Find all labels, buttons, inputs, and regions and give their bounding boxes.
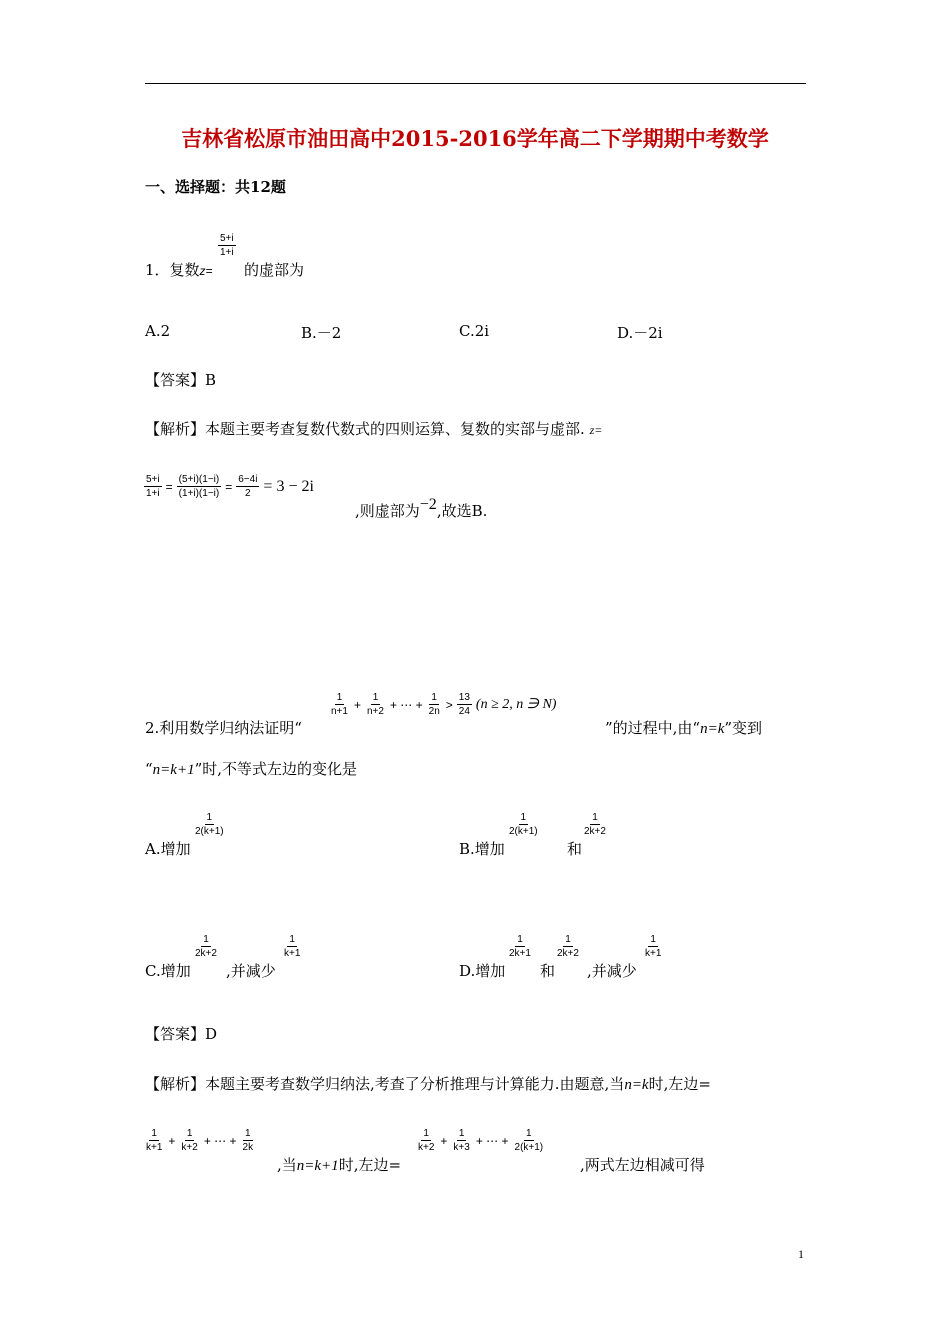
q2-t2-num: 1 <box>372 692 379 703</box>
q2-option-b: B.增加 <box>459 840 505 858</box>
q1-f3-num: 6−4i <box>238 474 258 485</box>
q2-nk: n=k <box>700 721 725 737</box>
q2-b1-num: 1 <box>520 812 527 823</box>
q1-option-d: D.－2i <box>617 324 663 342</box>
q2-option-d-frac1 <box>507 934 533 959</box>
q2-mid: ”的过程中,由“ <box>605 719 701 737</box>
q2-inequality: $\frac{1}{n+1}$ + $\frac{1}{n+2}$ + ⋯ + $\frac{1}{2n}$ > $\frac{13}{24}$ (n ≥ 2, n ∋ N) <box>331 692 557 717</box>
q2-s1a-num: 1 <box>151 1128 157 1139</box>
q2-a-num: 1 <box>206 812 213 823</box>
q2-c2-den: k+1 <box>284 948 301 959</box>
section-heading: 一、选择题：共12题 <box>145 178 286 196</box>
q1-f1-den: 1+i <box>146 488 160 499</box>
q2-b1-den: 2(k+1) <box>509 826 538 837</box>
q2-analysis-b: 时,左边= <box>648 1075 711 1093</box>
q2-sum2: $\frac{1}{k+2}$ + $\frac{1}{k+3}$ + ⋯ + $\frac{1}{2(k+1)}$ <box>418 1128 544 1153</box>
q2-option-c-frac2 <box>282 934 302 959</box>
q1-analysis-z: z= <box>589 423 603 437</box>
q2-prefix: 2.利用数学归纳法证明“ <box>145 719 302 737</box>
q1-tail-a: ,则虚部为 <box>355 502 420 520</box>
q2-rhs-num: 13 <box>458 692 470 703</box>
q2-d3-den: k+1 <box>645 948 662 959</box>
q2-analysis-nk: n=k <box>624 1077 649 1093</box>
q1-z: z= <box>199 264 213 278</box>
q1-f3-den: 2 <box>245 488 251 499</box>
q2-line-b: 时,左边= <box>338 1156 402 1174</box>
q2-s1a-den: k+1 <box>146 1142 163 1153</box>
q2-option-c: C.增加 <box>145 962 191 980</box>
q1-tail-val: −2 <box>419 496 437 513</box>
q1-prefix: 1．复数 <box>145 261 200 279</box>
q2-t3-den: 2n <box>428 706 440 717</box>
q1-formula-result: = 3 − 2i <box>263 477 314 495</box>
q2-option-c-mid: ,并减少 <box>226 962 276 980</box>
q2-s2c-num: 1 <box>526 1128 532 1139</box>
q2-line2-b: ”时,不等式左边的变化是 <box>194 760 358 778</box>
q1-analysis <box>145 418 602 439</box>
q2-answer: 【答案】D <box>145 1025 218 1043</box>
q2-s2c-den: 2(k+1) <box>514 1142 544 1153</box>
q2-t1-num: 1 <box>336 692 343 703</box>
q2-d2-num: 1 <box>565 934 571 945</box>
q2-t3-num: 1 <box>431 692 437 703</box>
q2-option-a: A.增加 <box>145 840 191 858</box>
q2-s1-dots: + ⋯ + <box>203 1133 237 1148</box>
q2-option-d: D.增加 <box>459 962 506 980</box>
q2-option-b-frac1 <box>507 812 540 837</box>
q1-f2-den: (1+i)(1−i) <box>178 488 220 499</box>
q2-ineq-cond: (n ≥ 2, n ∋ N) <box>475 697 557 712</box>
q1-f1-num: 5+i <box>146 474 160 485</box>
q1-answer: 【答案】B <box>145 371 217 389</box>
q1-frac-num: 5+i <box>220 233 234 244</box>
q2-line1-tail <box>605 717 762 738</box>
q1-suffix: 的虚部为 <box>244 261 305 279</box>
q2-c2-num: 1 <box>289 934 295 945</box>
q2-t1-den: n+1 <box>331 706 348 717</box>
q2-line2 <box>145 758 357 779</box>
q2-option-d-frac2 <box>555 934 581 959</box>
q2-b2-num: 1 <box>592 812 598 823</box>
q1-analysis-text: 【解析】本题主要考查复数代数式的四则运算、复数的实部与虚部. <box>145 420 585 438</box>
q2-option-b-frac2 <box>582 812 608 837</box>
q2-s2b-num: 1 <box>458 1128 465 1139</box>
q2-sum1: $\frac{1}{k+1}$ + $\frac{1}{k+2}$ + ⋯ + $\frac{1}{2k}$ <box>146 1128 254 1153</box>
q2-s2b-den: k+3 <box>453 1142 470 1153</box>
q2-analysis <box>145 1073 711 1094</box>
q1-fraction <box>218 233 236 258</box>
q1-f2-num: (5+i)(1−i) <box>178 474 220 485</box>
q2-line-a: ,当 <box>277 1156 297 1174</box>
q2-s1b-den: k+2 <box>181 1142 198 1153</box>
q2-d2-den: 2k+2 <box>557 948 579 959</box>
q2-nk1: n=k+1 <box>152 762 195 778</box>
page-number: 1 <box>798 1247 804 1261</box>
q1-option-b: B.－2 <box>301 324 342 342</box>
q2-option-d-frac3 <box>643 934 663 959</box>
q2-option-d-mid: ,并减少 <box>587 962 637 980</box>
q1-frac-den: 1+i <box>220 247 234 258</box>
q2-line-c: ,两式左边相减可得 <box>580 1156 705 1174</box>
q2-s2a-num: 1 <box>423 1128 429 1139</box>
page-title: 吉林省松原市油田高中2015-2016学年高二下学期期中考数学 <box>181 126 769 151</box>
q2-option-a-frac <box>193 812 226 837</box>
q2-analysis-text: 【解析】本题主要考查数学归纳法,考查了分析推理与计算能力.由题意,当 <box>145 1075 625 1093</box>
q1-formula: $\frac{5+i}{1+i}$ = $\frac{(5+i)(1-i)}{(1+i)(1-i)}$ = $\frac{6-4i}{2}$ = 3 − 2i <box>146 474 314 499</box>
q2-s2a-den: k+2 <box>418 1142 435 1153</box>
q2-s2-dots: + ⋯ + <box>475 1133 509 1148</box>
q2-line-nk1: n=k+1 <box>296 1158 339 1174</box>
q2-a-den: 2(k+1) <box>195 826 224 837</box>
q2-line2-a: “ <box>145 760 153 778</box>
q2-s1c-den: 2k <box>242 1142 254 1153</box>
q1-option-a: A.2 <box>145 322 171 340</box>
q2-b2-den: 2k+2 <box>584 826 606 837</box>
q1-stem <box>145 259 213 280</box>
q2-t2-den: n+2 <box>366 706 384 717</box>
q2-c1-den: 2k+2 <box>195 948 217 959</box>
q2-d3-num: 1 <box>650 934 656 945</box>
q2-option-d-and: 和 <box>540 962 556 980</box>
q2-rhs-den: 24 <box>458 706 470 717</box>
header-rule <box>145 83 806 84</box>
q2-line-mid <box>277 1154 401 1175</box>
q2-d1-den: 2k+1 <box>509 948 531 959</box>
q2-mid2: ”变到 <box>724 719 763 737</box>
q2-d1-num: 1 <box>517 934 523 945</box>
q2-s1b-num: 1 <box>186 1128 193 1139</box>
q2-s1c-num: 1 <box>245 1128 251 1139</box>
q1-tail-b: ,故选B. <box>436 502 488 520</box>
q1-tail <box>355 496 488 521</box>
q2-option-c-frac1 <box>193 934 219 959</box>
q1-option-c: C.2i <box>459 322 490 340</box>
q2-ineq-dots: + ⋯ + <box>389 697 423 712</box>
q2-option-b-and: 和 <box>567 840 583 858</box>
q2-c1-num: 1 <box>203 934 209 945</box>
